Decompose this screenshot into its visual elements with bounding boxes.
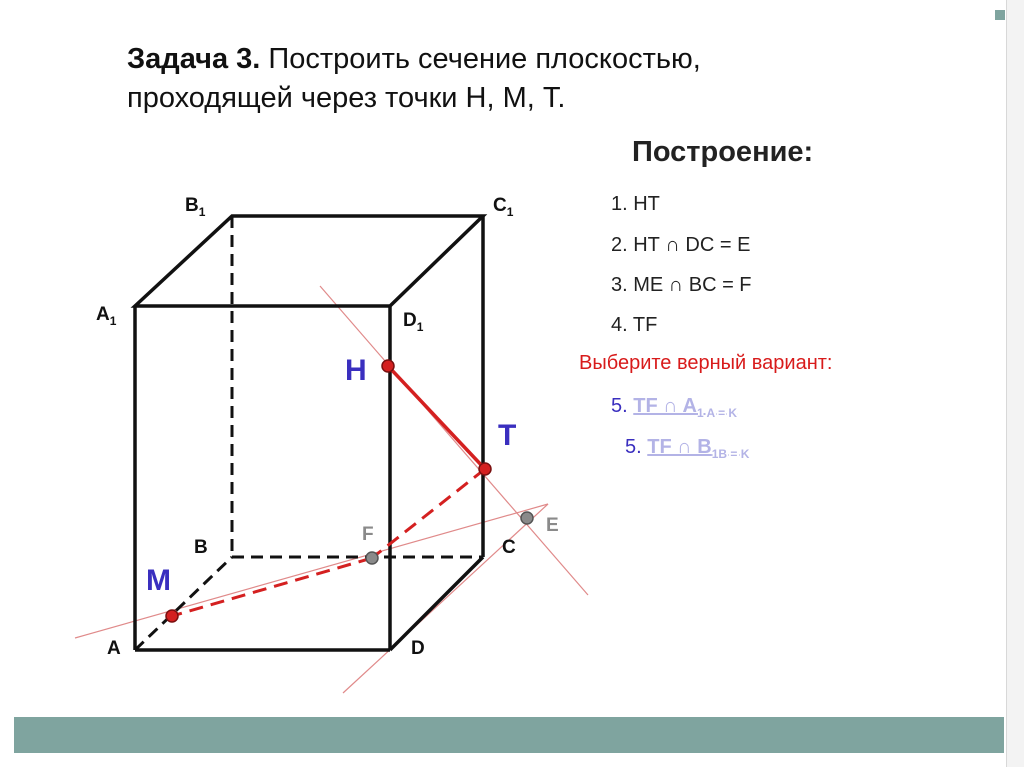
footer-bar <box>14 717 1004 753</box>
option-link[interactable]: TF ∩ $B_{1B = K}$ <box>647 436 750 461</box>
line-ht-extension <box>320 286 588 595</box>
point-t <box>479 463 491 475</box>
point-f <box>366 552 378 564</box>
section-mf <box>172 558 372 616</box>
section-ht <box>388 366 485 469</box>
step-1: 1. НТ <box>611 193 660 215</box>
label-e: E <box>546 515 559 536</box>
construction-title: Построение: <box>632 136 814 168</box>
edge-dc <box>390 557 483 650</box>
slide-frame-right <box>1006 0 1024 767</box>
task-text-line1: Построить сечение плоскостью, <box>268 43 701 75</box>
line-dc-extension <box>343 504 548 693</box>
point-m <box>166 610 178 622</box>
label-f: F <box>362 524 374 545</box>
label-b: B <box>194 537 208 558</box>
option-link[interactable]: TF ∩ $A_{1 A = K}$ <box>633 395 738 420</box>
label-m: M <box>146 564 171 597</box>
label-c1: $C_1$ <box>493 195 514 219</box>
label-b1: $B_1$ <box>185 195 206 219</box>
top-face <box>135 216 483 306</box>
step-4: 4. TF <box>611 314 658 336</box>
option-number: 5. <box>611 395 628 417</box>
task-text-line2: проходящей через точки Н, М, Т. <box>127 82 566 114</box>
label-d1: $D_1$ <box>403 310 424 334</box>
step-3: 3. МE ∩ BC = F <box>611 274 752 296</box>
point-e <box>521 512 533 524</box>
task-label: Задача 3. <box>127 43 261 75</box>
label-a1: $A_1$ <box>96 304 117 328</box>
point-h <box>382 360 394 372</box>
label-a: A <box>107 638 121 659</box>
label-t: T <box>498 419 517 452</box>
label-d: D <box>411 638 425 659</box>
step-2: 2. НТ ∩ DC = E <box>611 234 751 256</box>
option-number: 5. <box>625 436 642 458</box>
choose-prompt: Выберите верный вариант: <box>579 352 833 374</box>
label-h: H <box>345 354 367 387</box>
label-c: C <box>502 537 516 558</box>
